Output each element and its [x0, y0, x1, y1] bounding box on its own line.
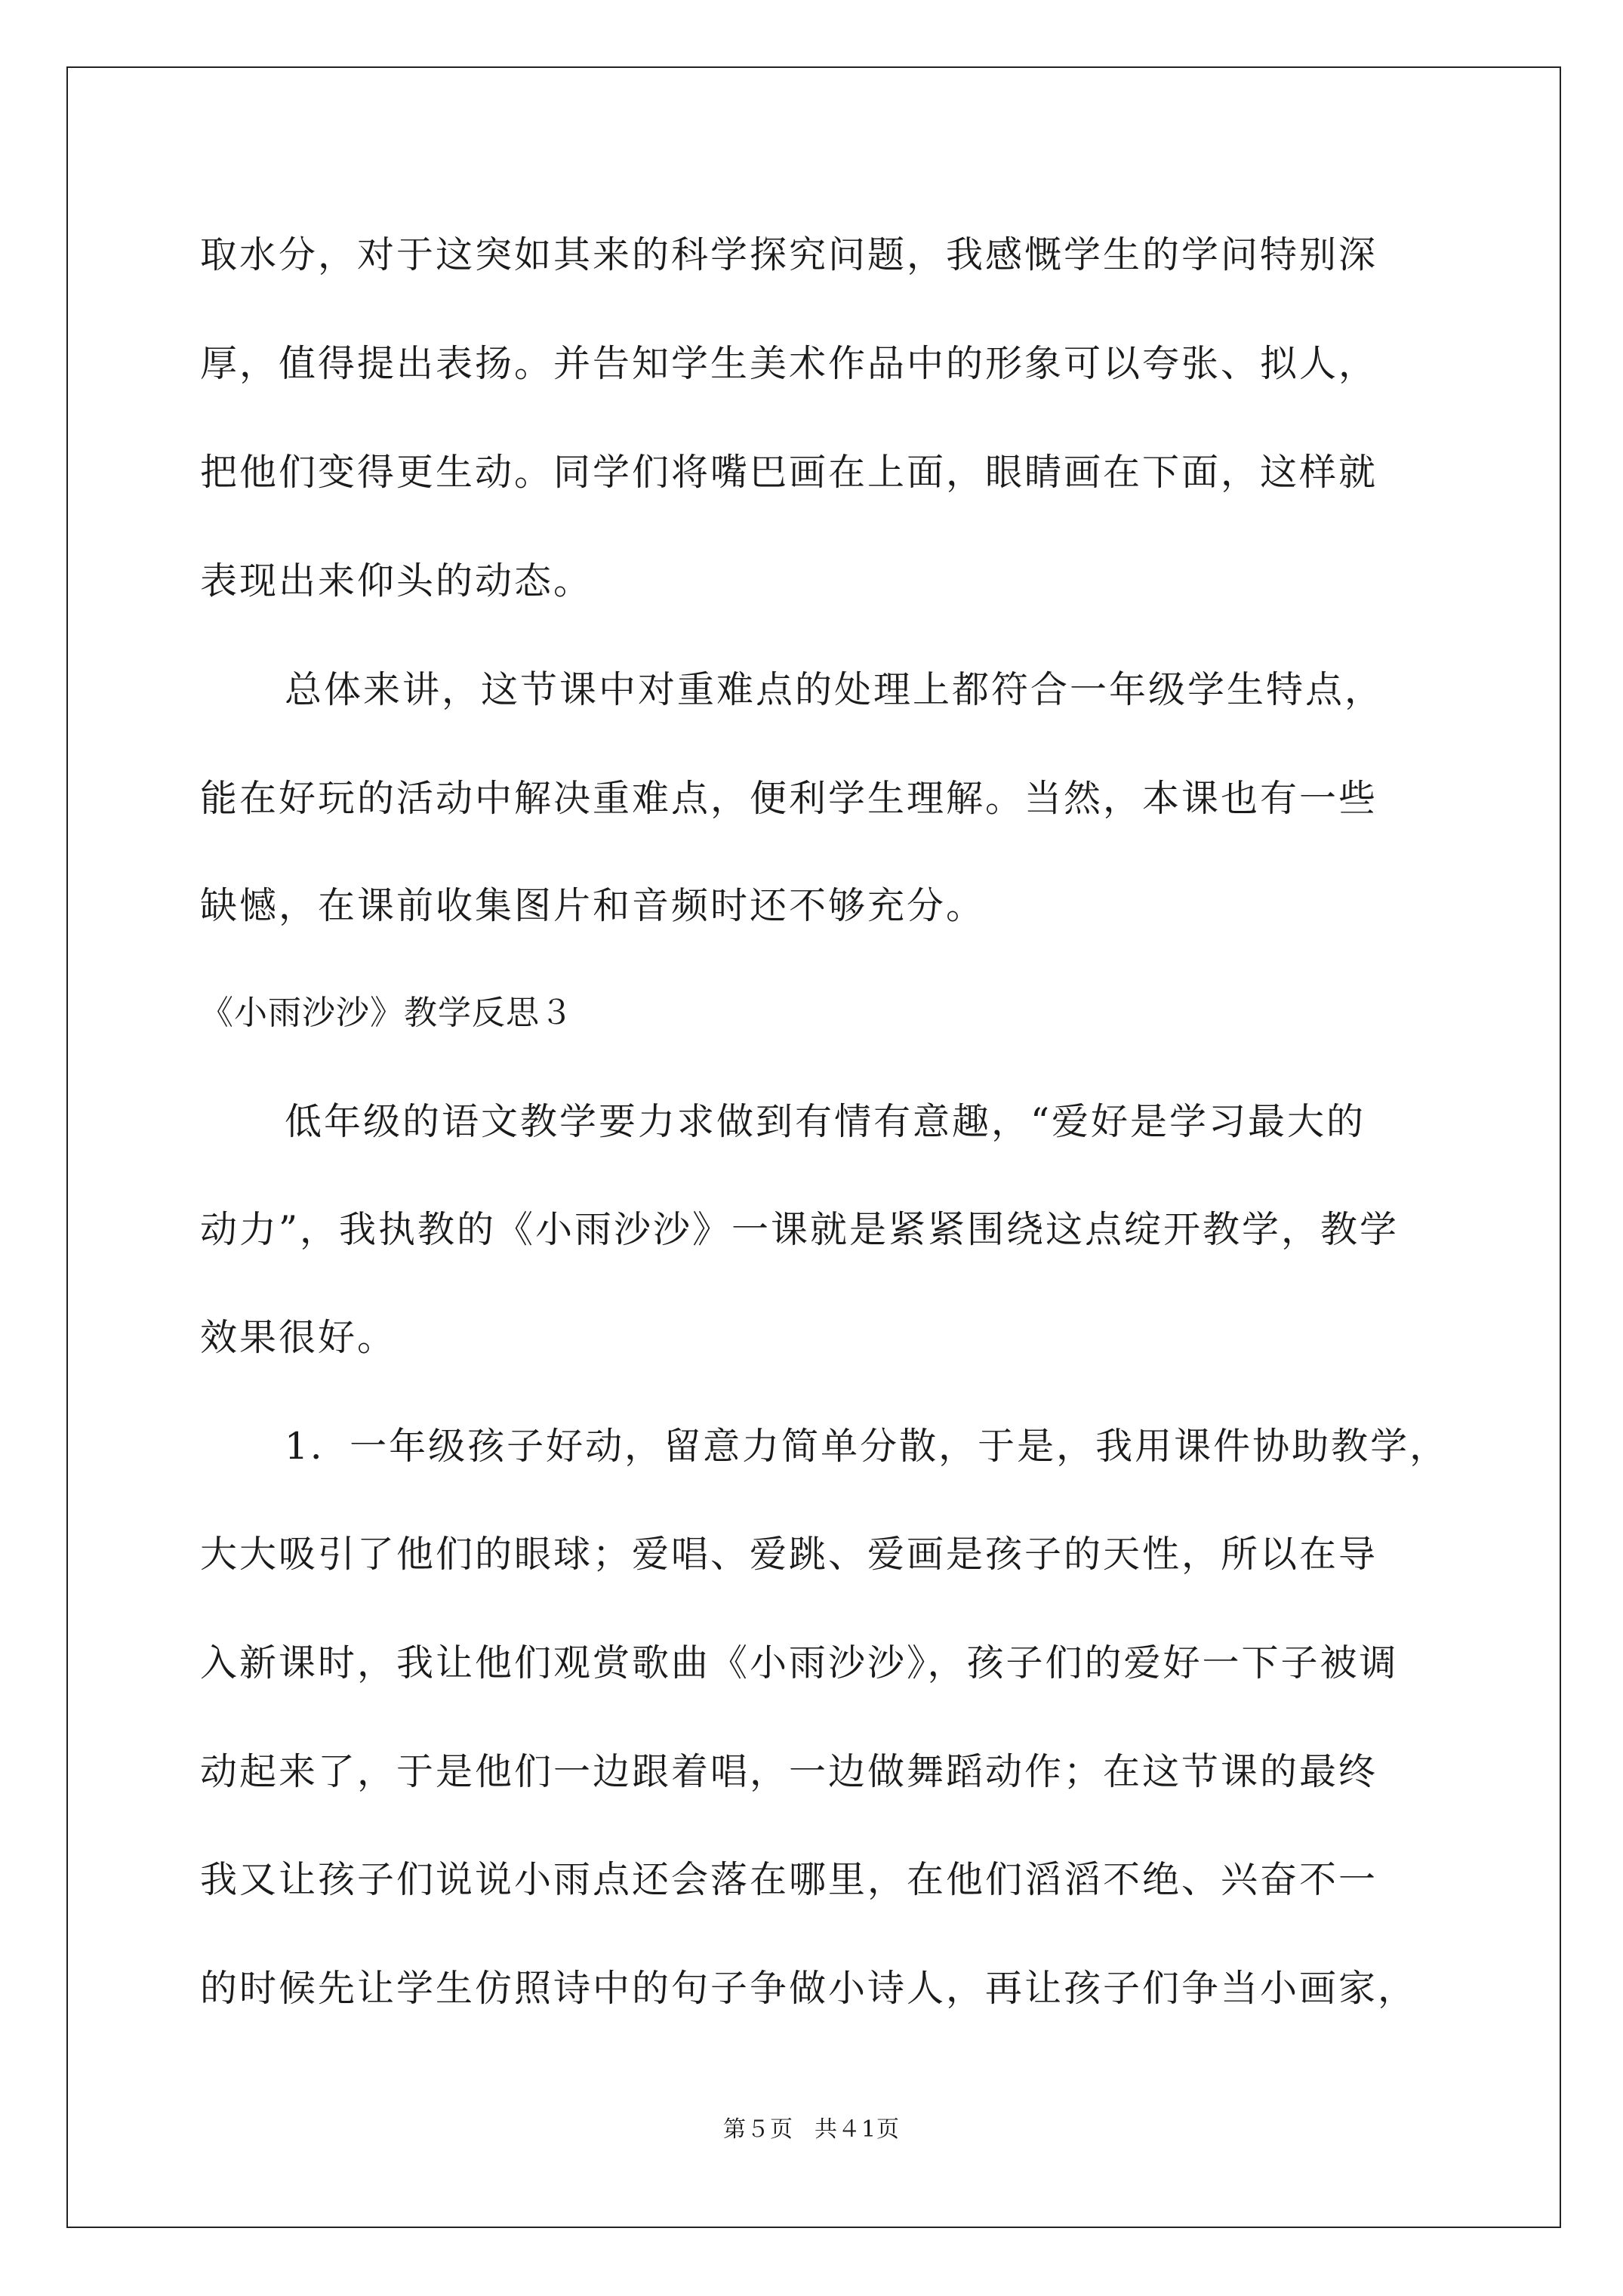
text-line: 动力”，我执教的《小雨沙沙》一课就是紧紧围绕这点绽开教学，教学 [200, 1208, 1400, 1251]
text-line: 厚，值得提出表扬。并告知学生美术作品中的形象可以夸张、拟人， [200, 342, 1378, 385]
text-line: 低年级的语文教学要力求做到有情有意趣，“爱好是学习最大的 [285, 1100, 1366, 1143]
text-line: 总体来讲，这节课中对重难点的处理上都符合一年级学生特点， [285, 668, 1384, 711]
text-line: 的时候先让学生仿照诗中的句子争做小诗人，再让孩子们争当小画家， [200, 1967, 1418, 2010]
page-total: 共４1页 [814, 2116, 901, 2143]
text-line: 入新课时，我让他们观赏歌曲《小雨沙沙》，孩子们的爱好一下子被调 [200, 1641, 1399, 1684]
text-line: 1．一年级孩子好动，留意力简单分散，于是，我用课件协助教学， [285, 1425, 1449, 1468]
text-line: 缺憾，在课前收集图片和音频时还不够充分。 [200, 884, 986, 927]
page-footer [0, 2110, 1623, 2143]
text-line: 动起来了，于是他们一边跟着唱，一边做舞蹈动作；在这节课的最终 [200, 1750, 1378, 1793]
text-line: 取水分，对于这突如其来的科学探究问题，我感慨学生的学问特别深 [200, 233, 1378, 276]
text-line: 表现出来仰头的动态。 [200, 559, 593, 603]
page-number: 第５页 [722, 2116, 793, 2143]
text-line: 把他们变得更生动。同学们将嘴巴画在上面，眼睛画在下面，这样就 [200, 451, 1378, 494]
section-heading: 《小雨沙沙》教学反思３ [200, 994, 574, 1032]
text-line: 大大吸引了他们的眼球；爱唱、爱跳、爱画是孩子的天性，所以在导 [200, 1533, 1378, 1576]
text-line: 我又让孩子们说说小雨点还会落在哪里，在他们滔滔不绝、兴奋不一 [200, 1858, 1378, 1901]
text-line: 能在好玩的活动中解决重难点，便利学生理解。当然，本课也有一些 [200, 777, 1378, 820]
text-line: 效果很好。 [200, 1316, 397, 1359]
